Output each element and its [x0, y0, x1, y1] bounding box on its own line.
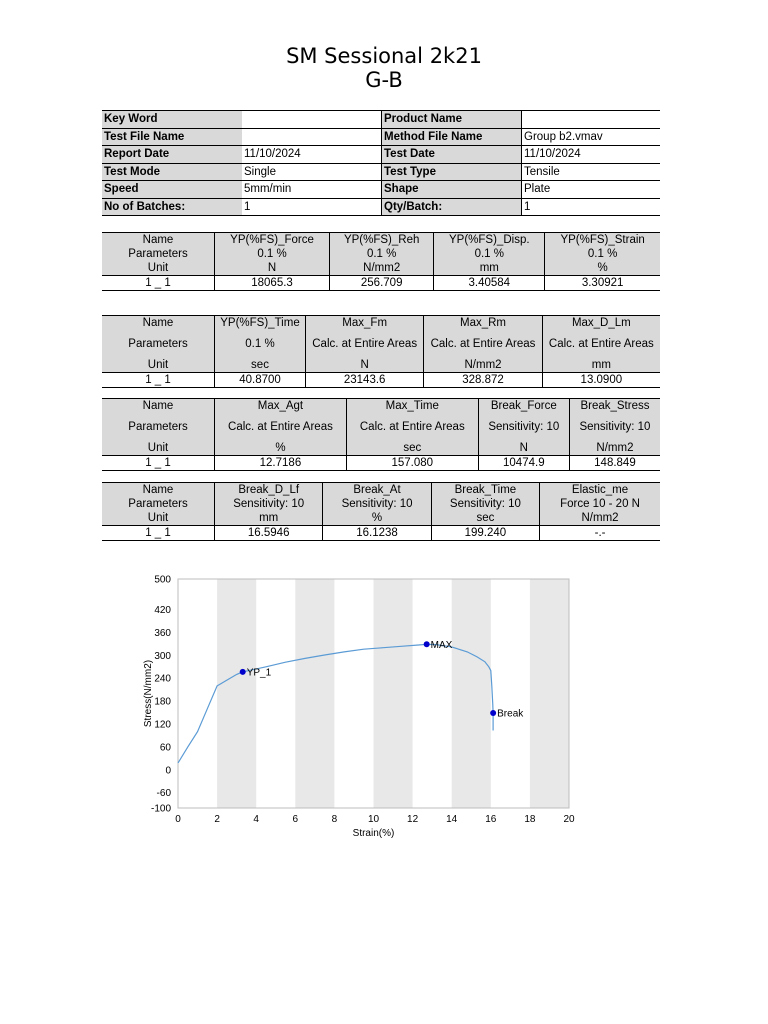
- value-cell: 3.40584: [434, 276, 545, 291]
- parameter-table-2: [102, 315, 660, 388]
- value-cell: 1 _ 1: [102, 456, 215, 471]
- parameter-table-3: [102, 398, 660, 471]
- info-key: Shape: [382, 181, 522, 199]
- value-cell: 16.1238: [323, 526, 431, 541]
- x-tick-label: 20: [563, 814, 575, 825]
- info-value: Single: [242, 163, 382, 181]
- info-value: 5mm/min: [242, 181, 382, 199]
- name-cell: Max_Agt: [215, 399, 347, 414]
- unit-row: [102, 261, 660, 276]
- name-cell: Break_At: [323, 483, 431, 498]
- name-row: [102, 399, 660, 414]
- value-cell: 1 _ 1: [102, 276, 215, 291]
- unit-cell: Unit: [102, 358, 215, 373]
- info-value: 11/10/2024: [522, 146, 661, 164]
- value-cell: 256.709: [330, 276, 434, 291]
- parameters-cell: 0.1 %: [545, 247, 660, 261]
- info-key: Test File Name: [102, 128, 242, 146]
- unit-cell: Unit: [102, 441, 215, 456]
- info-value: Plate: [522, 181, 661, 199]
- parameters-row: [102, 330, 660, 358]
- value-cell: 40.8700: [215, 373, 306, 388]
- grid-band: [530, 579, 569, 808]
- value-row: [102, 526, 660, 541]
- name-cell: Elastic_me: [540, 483, 660, 498]
- parameters-row: [102, 247, 660, 261]
- info-key: Report Date: [102, 146, 242, 164]
- name-cell: Max_Rm: [424, 316, 542, 331]
- name-cell: Max_D_Lm: [542, 316, 660, 331]
- unit-cell: N/mm2: [569, 441, 660, 456]
- parameters-cell: Sensitivity: 10: [215, 497, 323, 511]
- info-key: Key Word: [102, 111, 242, 129]
- parameters-cell: 0.1 %: [215, 330, 306, 358]
- x-tick-label: 6: [292, 814, 299, 825]
- value-cell: 16.5946: [215, 526, 323, 541]
- value-cell: 23143.6: [306, 373, 424, 388]
- parameters-cell: Force 10 - 20 N: [540, 497, 660, 511]
- test-info-table: [102, 110, 660, 216]
- parameters-cell: Sensitivity: 10: [478, 413, 569, 441]
- parameters-cell: Calc. at Entire Areas: [424, 330, 542, 358]
- name-cell: Name: [102, 483, 215, 498]
- annotation-label: MAX: [430, 639, 453, 651]
- value-row: [102, 373, 660, 388]
- y-tick-label: 500: [154, 574, 171, 586]
- name-cell: YP(%FS)_Reh: [330, 233, 434, 248]
- parameters-cell: Parameters: [102, 330, 215, 358]
- info-row: [102, 111, 660, 129]
- parameters-cell: Sensitivity: 10: [569, 413, 660, 441]
- name-row: [102, 483, 660, 498]
- unit-cell: N: [215, 261, 330, 276]
- parameter-table-4: [102, 482, 660, 541]
- unit-cell: N/mm2: [330, 261, 434, 276]
- unit-cell: Unit: [102, 511, 215, 526]
- name-cell: Name: [102, 233, 215, 248]
- name-cell: YP(%FS)_Disp.: [434, 233, 545, 248]
- parameters-cell: Parameters: [102, 247, 215, 261]
- unit-cell: mm: [215, 511, 323, 526]
- parameters-cell: Calc. at Entire Areas: [346, 413, 478, 441]
- x-tick-label: 4: [253, 814, 259, 825]
- parameters-cell: Parameters: [102, 497, 215, 511]
- value-cell: 10474.9: [478, 456, 569, 471]
- value-row: [102, 456, 660, 471]
- info-row: [102, 163, 660, 181]
- unit-row: [102, 441, 660, 456]
- info-value: 1: [522, 198, 661, 216]
- x-tick-label: 18: [524, 814, 536, 825]
- info-value: [522, 111, 661, 129]
- parameter-table-1: [102, 232, 660, 291]
- grid-band: [452, 579, 491, 808]
- unit-cell: %: [545, 261, 660, 276]
- info-key: Speed: [102, 181, 242, 199]
- info-row: [102, 146, 660, 164]
- info-value: Tensile: [522, 163, 661, 181]
- parameters-cell: Sensitivity: 10: [431, 497, 539, 511]
- annotation-label: YP_1: [246, 667, 272, 679]
- report-subtitle: G-B: [365, 68, 403, 92]
- info-row: [102, 128, 660, 146]
- info-value: [242, 128, 382, 146]
- info-key: Method File Name: [382, 128, 522, 146]
- x-tick-label: 14: [446, 814, 458, 825]
- parameters-cell: Calc. at Entire Areas: [306, 330, 424, 358]
- unit-cell: %: [215, 441, 347, 456]
- value-cell: 199.240: [431, 526, 539, 541]
- info-row: [102, 198, 660, 216]
- unit-cell: mm: [434, 261, 545, 276]
- info-value: 11/10/2024: [242, 146, 382, 164]
- name-cell: Break_Stress: [569, 399, 660, 414]
- name-row: [102, 316, 660, 331]
- y-tick-label: 360: [154, 627, 171, 639]
- y-tick-label: -60: [156, 788, 171, 800]
- info-value: Group b2.vmav: [522, 128, 661, 146]
- grid-band: [295, 579, 334, 808]
- value-cell: 157.080: [346, 456, 478, 471]
- unit-cell: sec: [346, 441, 478, 456]
- value-cell: 148.849: [569, 456, 660, 471]
- y-tick-label: 300: [154, 650, 171, 662]
- value-cell: -.-: [540, 526, 660, 541]
- name-cell: Max_Fm: [306, 316, 424, 331]
- x-tick-label: 16: [485, 814, 497, 825]
- name-cell: YP(%FS)_Time: [215, 316, 306, 331]
- x-axis-label: Strain(%): [352, 828, 395, 839]
- info-key: Test Mode: [102, 163, 242, 181]
- x-tick-label: 0: [175, 814, 181, 825]
- name-cell: YP(%FS)_Force: [215, 233, 330, 248]
- report-title: SM Sessional 2k21: [286, 44, 482, 68]
- name-row: [102, 233, 660, 248]
- parameters-cell: Calc. at Entire Areas: [542, 330, 660, 358]
- y-tick-label: 60: [159, 742, 171, 754]
- parameters-cell: Parameters: [102, 413, 215, 441]
- y-tick-label: 120: [154, 719, 171, 731]
- marker-break: [490, 710, 496, 716]
- info-value: [242, 111, 382, 129]
- grid-band: [217, 579, 256, 808]
- info-key: Test Date: [382, 146, 522, 164]
- value-cell: 18065.3: [215, 276, 330, 291]
- name-cell: YP(%FS)_Strain: [545, 233, 660, 248]
- unit-row: [102, 358, 660, 373]
- marker-yp-1: [240, 669, 246, 675]
- y-tick-label: -100: [150, 803, 171, 815]
- info-key: Product Name: [382, 111, 522, 129]
- unit-cell: N: [306, 358, 424, 373]
- name-cell: Max_Time: [346, 399, 478, 414]
- unit-cell: N/mm2: [424, 358, 542, 373]
- y-tick-label: 240: [154, 673, 171, 685]
- name-cell: Name: [102, 399, 215, 414]
- info-key: Qty/Batch:: [382, 198, 522, 216]
- info-key: Test Type: [382, 163, 522, 181]
- parameters-cell: 0.1 %: [215, 247, 330, 261]
- name-cell: Break_Force: [478, 399, 569, 414]
- y-axis-label: Stress(N/mm2): [143, 659, 154, 728]
- value-cell: 328.872: [424, 373, 542, 388]
- name-cell: Break_Time: [431, 483, 539, 498]
- info-value: 1: [242, 198, 382, 216]
- unit-cell: sec: [215, 358, 306, 373]
- unit-cell: sec: [431, 511, 539, 526]
- marker-max: [424, 641, 430, 647]
- y-tick-label: 180: [154, 696, 171, 708]
- name-cell: Name: [102, 316, 215, 331]
- value-cell: 12.7186: [215, 456, 347, 471]
- parameters-cell: Calc. at Entire Areas: [215, 413, 347, 441]
- parameters-cell: Sensitivity: 10: [323, 497, 431, 511]
- info-key: No of Batches:: [102, 198, 242, 216]
- name-cell: Break_D_Lf: [215, 483, 323, 498]
- grid-band: [374, 579, 413, 808]
- value-cell: 3.30921: [545, 276, 660, 291]
- y-tick-label: 420: [154, 605, 171, 617]
- annotation-label: Break: [497, 708, 524, 720]
- parameters-row: [102, 413, 660, 441]
- x-tick-label: 8: [331, 814, 338, 825]
- x-tick-label: 10: [367, 814, 380, 825]
- unit-cell: N/mm2: [540, 511, 660, 526]
- x-tick-label: 2: [214, 814, 220, 825]
- value-cell: 13.0900: [542, 373, 660, 388]
- info-row: [102, 181, 660, 199]
- parameters-cell: 0.1 %: [434, 247, 545, 261]
- value-row: [102, 276, 660, 291]
- parameters-row: [102, 497, 660, 511]
- value-cell: 1 _ 1: [102, 526, 215, 541]
- x-tick-label: 12: [407, 814, 419, 825]
- unit-cell: Unit: [102, 261, 215, 276]
- parameters-cell: 0.1 %: [330, 247, 434, 261]
- unit-row: [102, 511, 660, 526]
- unit-cell: %: [323, 511, 431, 526]
- value-cell: 1 _ 1: [102, 373, 215, 388]
- unit-cell: mm: [542, 358, 660, 373]
- unit-cell: N: [478, 441, 569, 456]
- stress-strain-chart: [135, 566, 585, 851]
- y-tick-label: 0: [165, 765, 171, 777]
